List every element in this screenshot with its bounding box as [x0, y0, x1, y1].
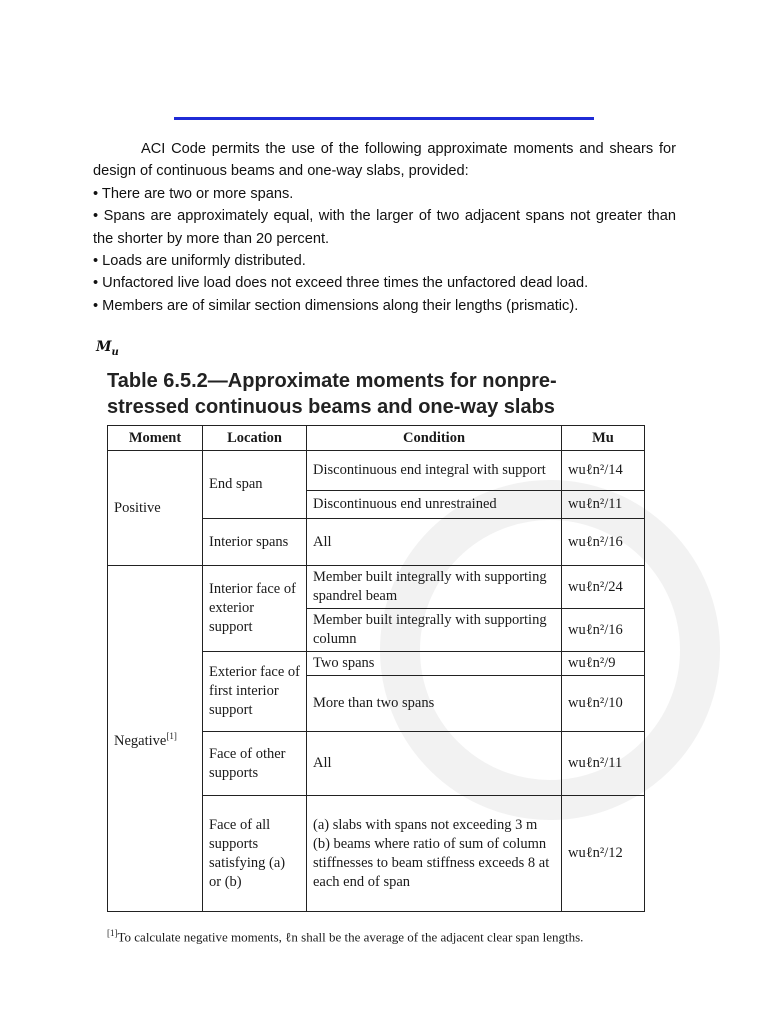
condition-cell: Discontinuous end integral with support: [307, 451, 562, 491]
mu-heading: $M_u$: [96, 339, 119, 358]
mu-cell: wuℓn²/10: [562, 676, 645, 732]
col-header-location: Location: [203, 426, 307, 451]
col-header-mu: Mu: [562, 426, 645, 451]
mu-cell: wuℓn²/16: [562, 609, 645, 652]
condition-cell: All: [307, 732, 562, 796]
mu-cell: wuℓn²/14: [562, 451, 645, 491]
location-face-other: Face of other supports: [203, 732, 307, 796]
table-title-line: stressed continuous beams and one-way slabs: [107, 396, 555, 418]
location-end-span: End span: [203, 451, 307, 519]
location-face-all: Face of all supports satisfying (a) or (b): [203, 796, 307, 912]
moment-positive: Positive: [108, 451, 203, 566]
table-title: [107, 368, 667, 420]
mu-cell: wuℓn²/24: [562, 566, 645, 609]
bullet-item: • Loads are uniformly distributed.: [93, 253, 306, 270]
location-interior-face-exterior: Interior face of exterior support: [203, 566, 307, 652]
intro-text: [93, 138, 676, 317]
moments-table: [107, 425, 645, 912]
bullet-item: • Members are of similar section dimensions along their lengths (prismatic).: [93, 297, 579, 314]
table-title-line: Table 6.5.2—Approximate moments for nonpre-: [107, 370, 557, 392]
mu-cell: wuℓn²/9: [562, 652, 645, 676]
intro-paragraph: ACI Code permits the use of the following approximate moments and shears for design of continuous beams and one-way slabs, provided:: [93, 141, 676, 180]
moment-negative: Negative[1]: [108, 566, 203, 912]
location-interior-spans: Interior spans: [203, 519, 307, 566]
bullet-item: • There are two or more spans.: [93, 185, 294, 202]
table-row: [108, 451, 645, 491]
condition-cell: (a) slabs with spans not exceeding 3 m (b) beams where ratio of sum of column stiffnesses to beam stiffness exceeds 8 at each end of span: [307, 796, 562, 912]
location-exterior-face-first: Exterior face of first interior support: [203, 652, 307, 732]
mu-cell: wuℓn²/11: [562, 732, 645, 796]
blue-divider-line: [174, 117, 594, 120]
col-header-moment: Moment: [108, 426, 203, 451]
col-header-condition: Condition: [307, 426, 562, 451]
table-header-row: [108, 426, 645, 451]
condition-cell: All: [307, 519, 562, 566]
mu-cell: wuℓn²/16: [562, 519, 645, 566]
table-footnote: [1]To calculate negative moments, ℓn shall be the average of the adjacent clear span lengths.: [107, 928, 584, 945]
condition-cell: Discontinuous end unrestrained: [307, 491, 562, 519]
condition-cell: Two spans: [307, 652, 562, 676]
mu-cell: wuℓn²/11: [562, 491, 645, 519]
condition-cell: Member built integrally with supporting column: [307, 609, 562, 652]
condition-cell: More than two spans: [307, 676, 562, 732]
mu-cell: wuℓn²/12: [562, 796, 645, 912]
bullet-item: • Unfactored live load does not exceed three times the unfactored dead load.: [93, 275, 589, 292]
bullet-item: • Spans are approximately equal, with the larger of two adjacent spans not greater than the shorter by more than 20 percent.: [93, 208, 676, 247]
table-row: [108, 566, 645, 609]
condition-cell: Member built integrally with supporting spandrel beam: [307, 566, 562, 609]
